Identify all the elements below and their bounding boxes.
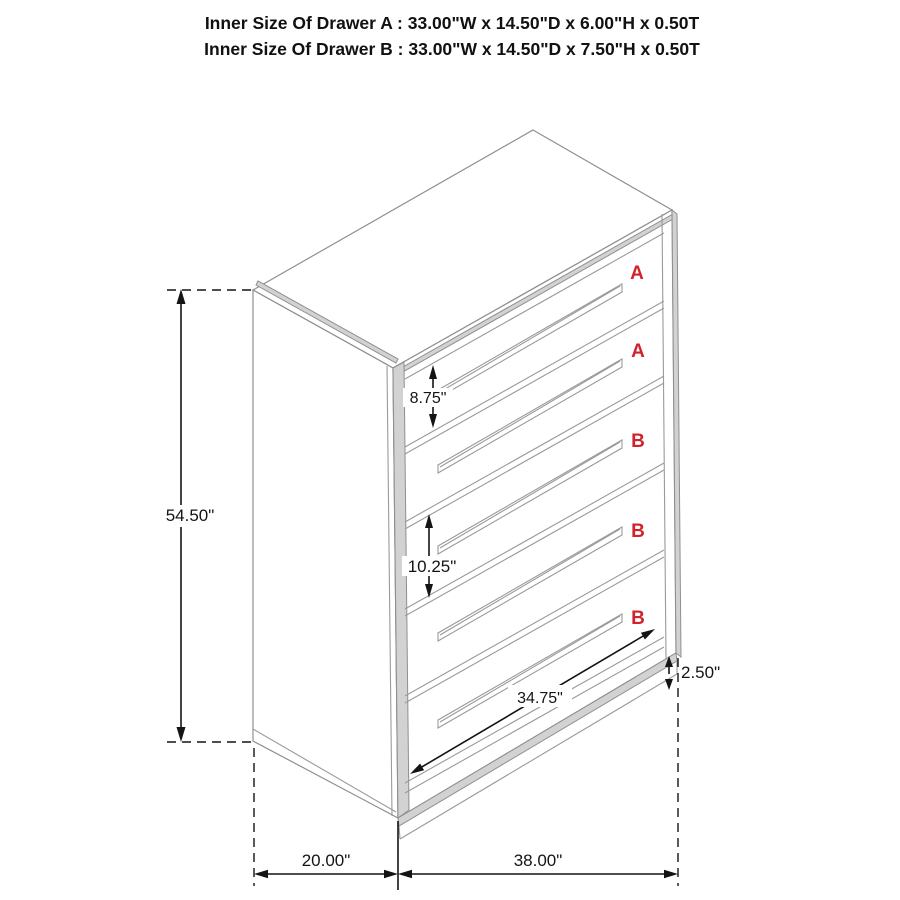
drawer-label-1: A: [630, 263, 644, 284]
drawer-label-2: A: [631, 341, 645, 362]
dim-depth-text: 20.00": [301, 851, 351, 870]
side-panel: [253, 290, 398, 818]
dim-width-text: 38.00": [513, 851, 563, 870]
dim-drawer-a-text: 8.75": [409, 390, 447, 407]
dim-base-height-text: 2.50": [681, 663, 721, 682]
dim-front-diagonal-text: 34.75": [517, 690, 563, 707]
drawer-label-4: B: [631, 521, 645, 542]
dim-overall-height-text: 54.50": [165, 506, 215, 525]
header-line-2: Inner Size Of Drawer B : 33.00"W x 14.50"D x 7.50"H x 0.50T: [204, 39, 700, 59]
drawer-label-5: B: [631, 608, 645, 629]
dim-drawer-b-text: 10.25": [407, 557, 457, 576]
chest-drawing: [253, 130, 681, 839]
drawer-label-3: B: [631, 431, 645, 452]
header-line-1: Inner Size Of Drawer A : 33.00"W x 14.50"D x 6.00"H x 0.50T: [204, 13, 700, 33]
base-left-cap: [399, 826, 400, 839]
dim-overall-height: [160, 289, 257, 742]
